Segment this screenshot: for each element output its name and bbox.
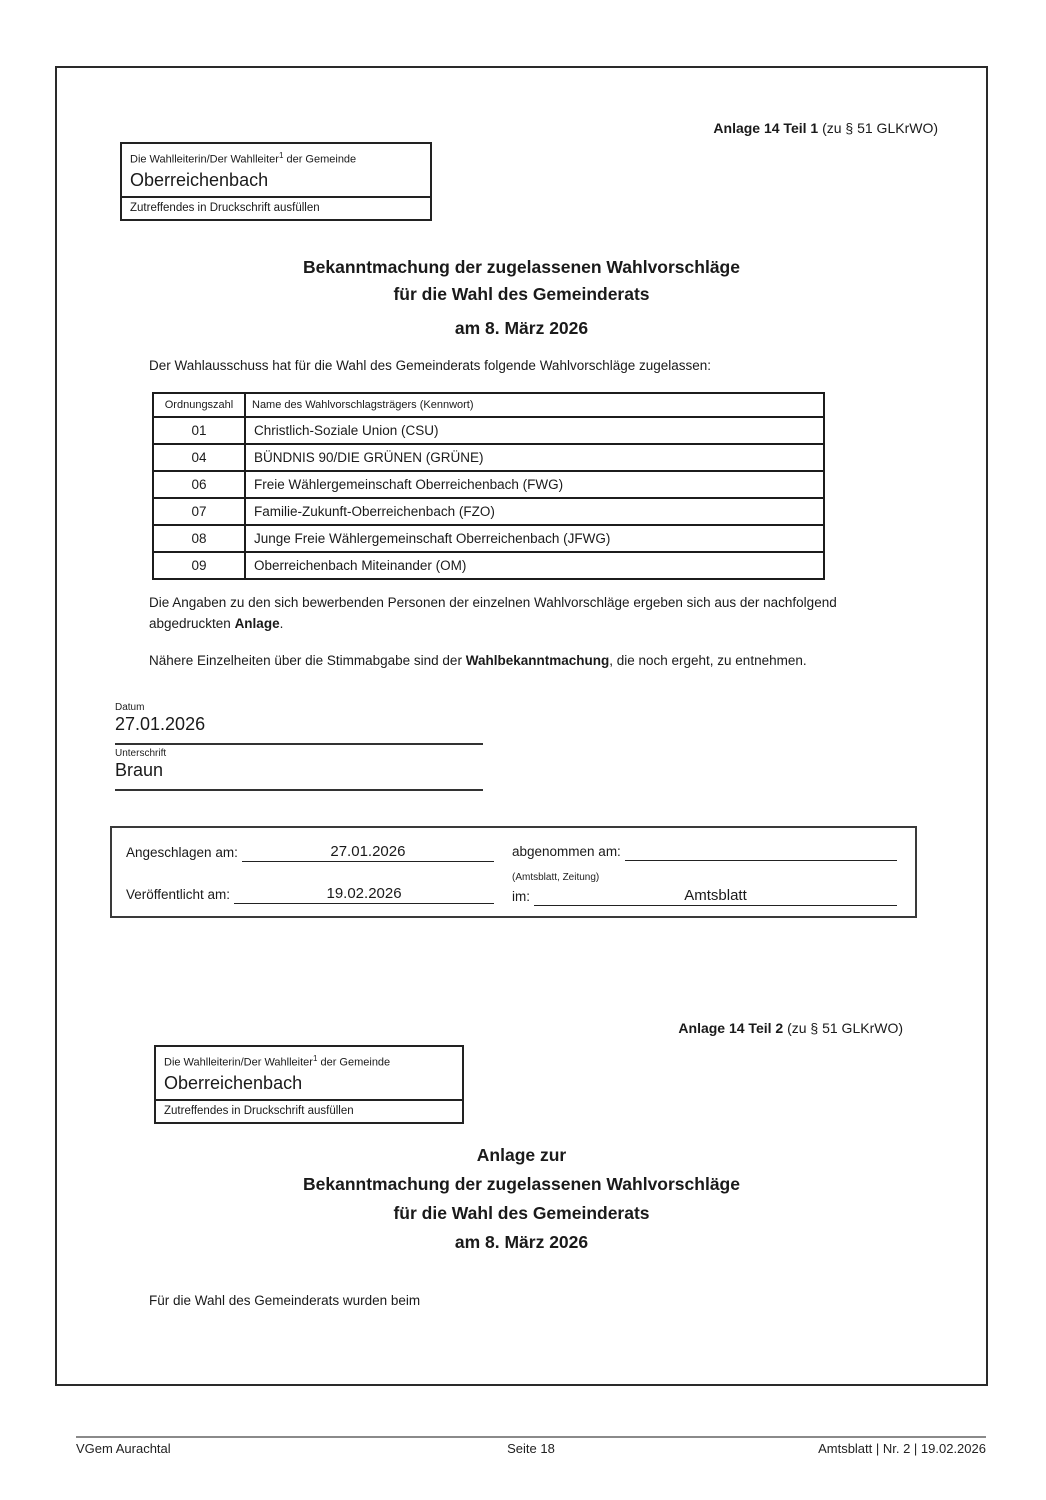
wahlleiter-label-2-post: der Gemeinde [317,1056,391,1069]
paragraph-wb-pre: Nähere Einzelheiten über die Stimmabgabe sind der [149,653,466,668]
footer-issue-info: Amtsblatt | Nr. 2 | 19.02.2026 [818,1441,986,1456]
wahlleiter-box-1-top [122,144,430,198]
wahlvorschlaege-table [152,392,825,580]
title-line-1: Bekanntmachung der zugelassenen Wahlvorschläge [303,257,740,277]
table-row [153,417,824,444]
cell-ordnungszahl: 01 [153,417,245,444]
wahlleiter-label-2 [164,1052,454,1070]
paragraph-anlage [149,592,911,634]
im-label: im: [512,889,530,904]
paragraph-wahlbekanntmachung [149,650,911,671]
intro-paragraph: Der Wahlausschuss hat für die Wahl des Gemeinderats folgende Wahlvorschläge zugelassen: [149,358,712,373]
anlage-title [57,1141,986,1257]
datum-label: Datum [115,702,145,713]
wahlleiter-box-1 [120,142,432,221]
im-row [512,886,897,906]
cell-name: Christlich-Soziale Union (CSU) [245,417,824,444]
cell-ordnungszahl: 07 [153,498,245,525]
angeschlagen-label: Angeschlagen am: [126,845,238,860]
paragraph-wb-bold: Wahlbekanntmachung [465,653,610,668]
wahlleiter-label-1 [130,149,422,167]
wahlleiter-label-1-post: der Gemeinde [283,153,357,166]
paragraph-wb-post: , die noch ergeht, zu entnehmen. [609,653,807,668]
anlage-teil1-bold: Anlage 14 Teil 1 [713,120,819,136]
paragraph-anlage-bold: Anlage [234,616,280,631]
wahlleiter-label-1-sup: 1 [278,151,284,160]
wahlleiter-label-2-pre: Die Wahlleiterin/Der Wahlleiter [164,1056,313,1069]
anlage-intro-paragraph: Für die Wahl des Gemeinderats wurden beim [149,1293,421,1308]
footer-publisher: VGem Aurachtal [76,1441,171,1456]
abgenommen-label: abgenommen am: [512,844,621,859]
table-row [153,498,824,525]
table-row [153,552,824,579]
page-border-frame [55,66,988,1386]
cell-ordnungszahl: 08 [153,525,245,552]
unterschrift-value: Braun [115,760,164,780]
table-row [153,444,824,471]
datum-value: 27.01.2026 [115,714,206,734]
unterschrift-label: Unterschrift [115,748,167,759]
wahlleiter-label-2-sup: 1 [312,1054,318,1063]
anlage-teil2-reference [678,1020,903,1036]
title-line-3: am 8. März 2026 [454,318,589,338]
anlage-teil1-reference [713,120,938,136]
publication-box [110,826,917,918]
column-header-name: Name des Wahlvorschlagsträgers (Kennwort) [245,393,824,417]
anlage-teil2-bold: Anlage 14 Teil 2 [678,1020,784,1036]
cell-ordnungszahl: 06 [153,471,245,498]
cell-name: BÜNDNIS 90/DIE GRÜNEN (GRÜNE) [245,444,824,471]
footer-divider [76,1436,986,1438]
wahlleiter-label-1-pre: Die Wahlleiterin/Der Wahlleiter [130,153,279,166]
cell-name: Oberreichenbach Miteinander (OM) [245,552,824,579]
veroeffentlicht-value: 19.02.2026 [234,884,494,904]
cell-name: Junge Freie Wählergemeinschaft Oberreichenbach (JFWG) [245,525,824,552]
angeschlagen-row [126,842,494,862]
anlage-teil1-rest: (zu § 51 GLKrWO) [818,120,938,136]
table-header-row [153,393,824,417]
anlage-title-line-4: am 8. März 2026 [454,1232,589,1252]
cell-name: Familie-Zukunft-Oberreichenbach (FZO) [245,498,824,525]
anlage-teil2-rest: (zu § 51 GLKrWO) [783,1020,903,1036]
wahlleiter-box-2-top [156,1047,462,1101]
cell-ordnungszahl: 04 [153,444,245,471]
table-row [153,471,824,498]
gemeinde-name-2: Oberreichenbach [164,1072,303,1093]
cell-name: Freie Wählergemeinschaft Oberreichenbach (FWG) [245,471,824,498]
medium-hint: (Amtsblatt, Zeitung) [512,872,600,883]
unterschrift-field [115,748,483,791]
anlage-title-line-2: Bekanntmachung der zugelassenen Wahlvorschläge [303,1174,740,1194]
datum-field [115,702,483,745]
table-row [153,525,824,552]
paragraph-anlage-pre: Die Angaben zu den sich bewerbenden Personen der einzelnen Wahlvorschläge ergeben sich aus der nachfolgend abgedruckten [149,595,837,631]
cell-ordnungszahl: 09 [153,552,245,579]
veroeffentlicht-label: Veröffentlicht am: [126,887,231,902]
announcement-title [57,254,986,342]
paragraph-anlage-post: . [279,616,284,631]
wahlleiter-box-1-note: Zutreffendes in Druckschrift ausfüllen [130,201,320,214]
wahlleiter-box-2 [154,1045,464,1124]
wahlleiter-box-2-note: Zutreffendes in Druckschrift ausfüllen [164,1104,354,1117]
angeschlagen-value: 27.01.2026 [242,842,494,862]
footer-page-number: Seite 18 [507,1441,555,1456]
title-line-2: für die Wahl des Gemeinderats [393,284,650,304]
page-footer [76,1440,986,1458]
gemeinde-name-1: Oberreichenbach [130,169,269,190]
abgenommen-row [512,842,897,861]
anlage-title-line-3: für die Wahl des Gemeinderats [393,1203,650,1223]
im-value: Amtsblatt [534,886,897,906]
anlage-title-line-1: Anlage zur [476,1145,567,1165]
veroeffentlicht-row [126,884,494,904]
column-header-ordnungszahl: Ordnungszahl [153,393,245,417]
abgenommen-value [625,860,897,861]
